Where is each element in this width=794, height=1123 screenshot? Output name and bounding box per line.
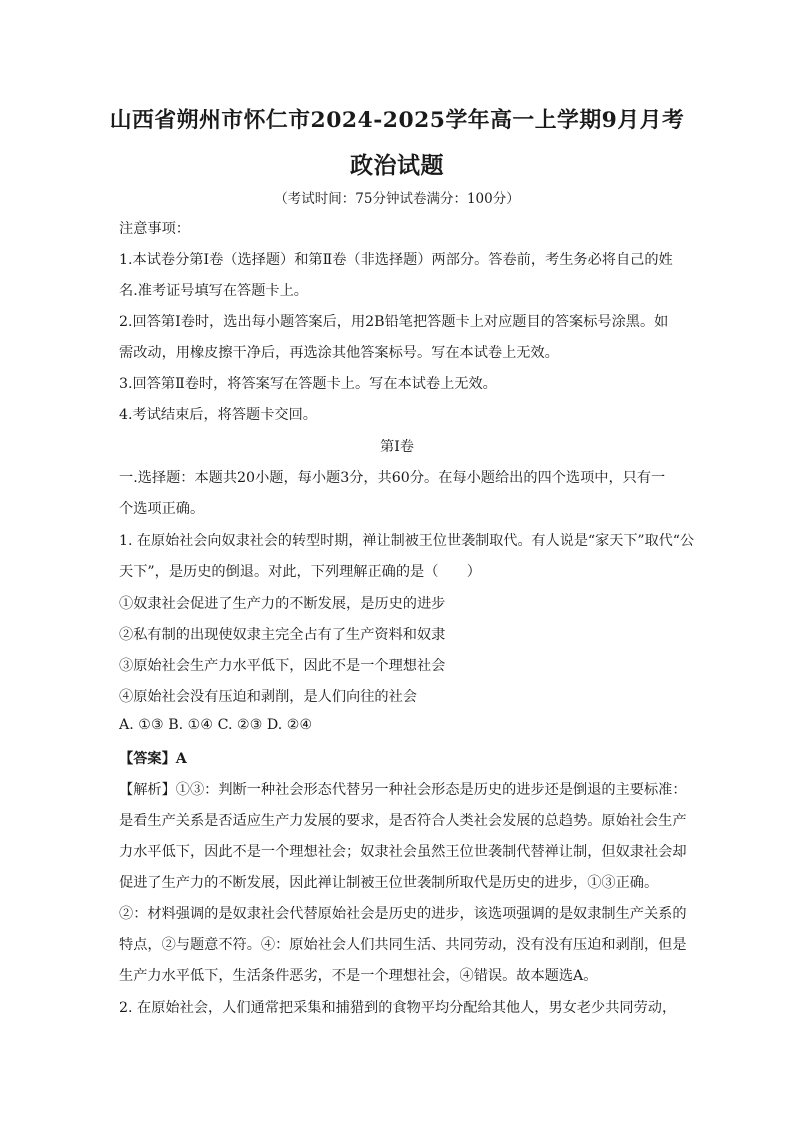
section-intro: 一.选择题：本题共20小题，每小题3分，共60分。在每小题给出的四个选项中，只有一 <box>119 470 666 486</box>
document-title: 山西省朔州市怀仁市2024-2025学年高一上学期9月月考 <box>109 108 685 133</box>
question-1-statement: ②私有制的出现使奴隶主完全占有了生产资料和奴隶 <box>119 627 446 643</box>
question-1-analysis: ②：材料强调的是奴隶社会代替原始社会是历史的进步，该选项强调的是奴隶制生产关系的 <box>119 906 687 922</box>
question-1-statement: ③原始社会生产力水平低下，因此不是一个理想社会 <box>119 658 446 674</box>
question-1-stem: 1. 在原始社会向奴隶社会的转型时期，禅让制被王位世袭制取代。有人说是“家天下”取代“公 <box>119 533 695 549</box>
notes-line: 4.考试结束后，将答题卡交回。 <box>119 407 317 423</box>
question-1-stem: 天下”，是历史的倒退。对此，下列理解正确的是（ ） <box>119 564 481 580</box>
section-intro: 个选项正确。 <box>119 501 205 517</box>
part-heading: 第Ⅰ卷 <box>380 439 414 455</box>
question-1-statement: ④原始社会没有压迫和剥削，是人们向往的社会 <box>119 689 417 705</box>
question-1-analysis: 生产力水平低下，生活条件恶劣，不是一个理想社会，④错误。故本题选A。 <box>119 968 598 984</box>
notes-line: 2.回答第Ⅰ卷时，选出每小题答案后，用2B铅笔把答题卡上对应题目的答案标号涂黑。如 <box>119 314 669 330</box>
exam-info: （考试时间：75分钟试卷满分：100分） <box>274 191 520 207</box>
question-1-answer: 【答案】A <box>119 751 187 767</box>
question-1-analysis: 力水平低下，因此不是一个理想社会；奴隶社会虽然王位世袭制代替禅让制，但奴隶社会却 <box>119 844 687 860</box>
notes-heading: 注意事项： <box>119 221 190 237</box>
question-1-analysis: 是看生产关系是否适应生产力发展的要求，是否符合人类社会发展的总趋势。原始社会生产 <box>119 813 687 829</box>
notes-line: 名.准考证号填写在答题卡上。 <box>119 283 308 299</box>
question-1-analysis: 特点，②与题意不符。④：原始社会人们共同生活、共同劳动，没有没有压迫和剥削，但是 <box>119 937 687 953</box>
notes-line: 需改动，用橡皮擦干净后，再选涂其他答案标号。写在本试卷上无效。 <box>119 345 559 361</box>
document-subtitle: 政治试题 <box>350 152 444 179</box>
question-1-statement: ①奴隶社会促进了生产力的不断发展，是历史的进步 <box>119 596 446 612</box>
question-2-stem: 2. 在原始社会，人们通常把采集和捕猎到的食物平均分配给其他人，男女老少共同劳动， <box>119 1000 677 1016</box>
notes-line: 3.回答第Ⅱ卷时，将答案写在答题卡上。写在本试卷上无效。 <box>119 376 497 392</box>
question-1-analysis: 【解析】①③：判断一种社会形态代替另一种社会形态是历史的进步还是倒退的主要标准： <box>119 782 687 798</box>
notes-line: 1.本试卷分第Ⅰ卷（选择题）和第Ⅱ卷（非选择题）两部分。答卷前，考生务必将自己的姓 <box>119 252 673 268</box>
question-1-analysis: 促进了生产力的不断发展，因此禅让制被王位世袭制所取代是历史的进步，①③正确。 <box>119 875 659 891</box>
question-1-options: A. ①③ B. ①④ C. ②③ D. ②④ <box>119 717 313 733</box>
